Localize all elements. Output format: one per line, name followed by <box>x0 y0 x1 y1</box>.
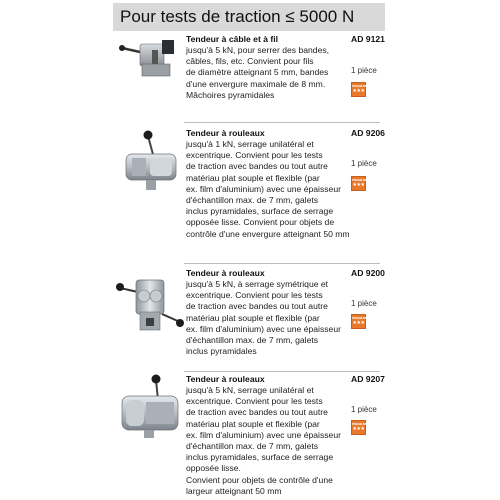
premium-badge: PREMIUM ★★★ <box>351 420 366 435</box>
product-code: AD 9207 <box>351 374 385 384</box>
section-title: Pour tests de traction ≤ 5000 N <box>113 3 385 31</box>
product-description: jusqu'à 5 kN, pour serrer des bandes, câbles, fils, etc. Convient pour fils de diamètre atteignant 5 mm, bandes d'une envergure maximale de 8 mm. Mâchoires pyramidales <box>186 45 330 100</box>
roller-grip-image <box>120 128 182 198</box>
product-title: Tendeur à rouleaux <box>186 374 265 384</box>
roller-grip-image <box>118 372 184 444</box>
product-code: AD 9200 <box>351 268 385 278</box>
symmetric-roller-grip-image <box>114 268 186 338</box>
premium-badge: PREMIUM ★★★ <box>351 176 366 191</box>
premium-badge: PREMIUM ★★★ <box>351 82 366 97</box>
divider <box>184 371 380 372</box>
product-description: jusqu'à 5 kN, à serrage symétrique et excentrique. Convient pour les tests de traction avec bandes ou tout autre matériau plat souple et flexible (par ex. film d'aluminium) avec une épaisseur d'échantillon max. de 7 mm, galets inclus pyramidales <box>186 279 341 357</box>
product-title: Tendeur à rouleaux <box>186 128 265 138</box>
product-description: jusqu'à 5 kN, serrage unilatéral et excentrique. Convient pour les tests de traction avec bandes ou tout autre matériau plat souple et flexible (par ex. film d'aluminium) avec une épaisseur d'échantillon max. de 7 mm, galets inclus pyramidales, surface de serrage opposée lisse. Convient pour objets de contrôle d'une largeur atteignant 50 mm <box>186 385 341 496</box>
product-quantity: 1 pièce <box>351 299 377 308</box>
divider <box>184 263 380 264</box>
product-code: AD 9121 <box>351 34 385 44</box>
product-quantity: 1 pièce <box>351 159 377 168</box>
cable-wire-grip-image <box>118 36 178 84</box>
product-title: Tendeur à rouleaux <box>186 268 265 278</box>
product-title: Tendeur à câble et à fil <box>186 34 279 44</box>
product-code: AD 9206 <box>351 128 385 138</box>
product-description: jusqu'à 1 kN, serrage unilatéral et excentrique. Convient pour les tests de traction avec bandes ou tout autre matériau plat souple et flexible (par ex. film d'aluminium) avec une épaisseur d'échantillon max. de 7 mm, galets inclus pyramidales, surface de serrage opposée lisse. Convient pour objets de contrôle d'une envergure atteignant 50 mm <box>186 139 350 239</box>
premium-badge: PREMIUM ★★★ <box>351 314 366 329</box>
product-quantity: 1 pièce <box>351 405 377 414</box>
product-quantity: 1 pièce <box>351 66 377 75</box>
divider <box>184 122 380 123</box>
